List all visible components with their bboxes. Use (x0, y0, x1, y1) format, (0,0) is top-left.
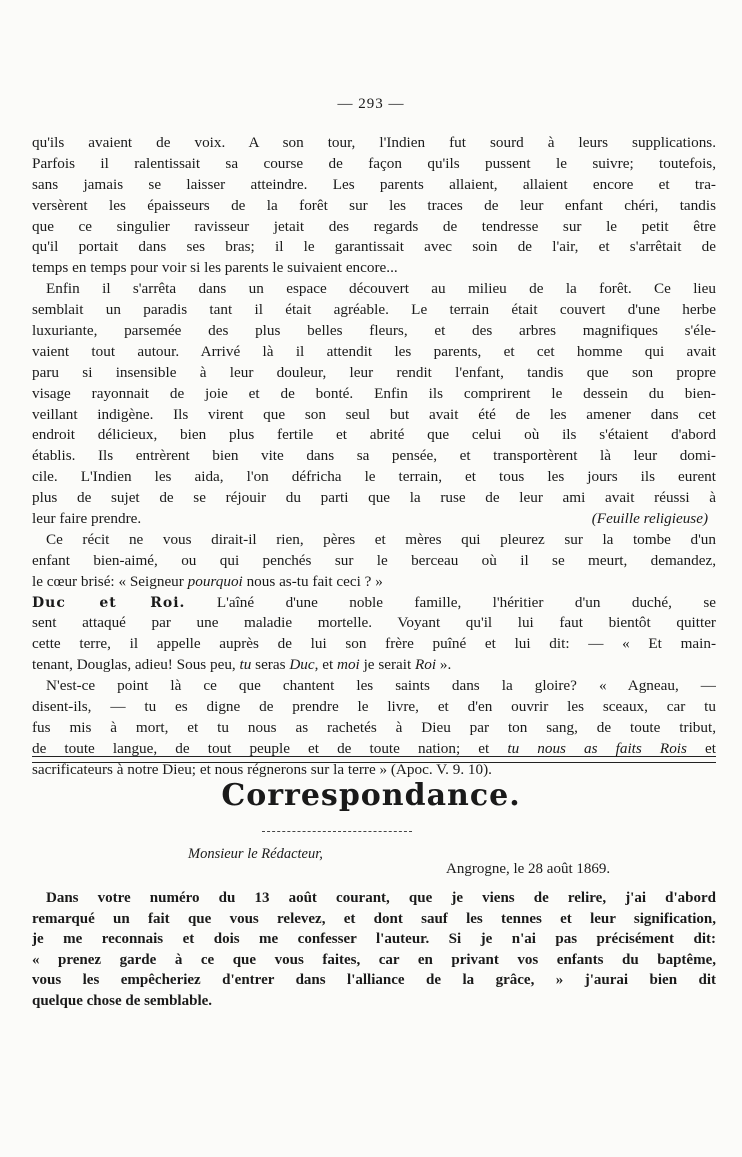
text-line (32, 509, 716, 530)
text-line: Parfois il ralentissait sa course de façon qu'ils pussent le suivre; toutefois, (32, 154, 716, 172)
emphasis: pourquoi (187, 572, 243, 590)
text-fragment: tenant, Douglas, adieu! Sous peu, (32, 656, 240, 674)
text-line: luxuriante, parsemée des plus belles fleurs, et des arbres magnifiques s'éle- (32, 322, 716, 340)
text-line: Enfin il s'arrêta dans un espace découvert au milieu de la forêt. Ce lieu (46, 280, 716, 298)
text-line: établis. Ils entrèrent bien vite dans sa pensée, et transportèrent là leur domi- (32, 447, 716, 465)
text-line: cette terre, il appelle auprès de lui son frère puîné et lui dit: — « Et main- (32, 635, 716, 653)
source-citation: (Feuille religieuse) (591, 510, 708, 528)
text-line: quelque chose de semblable. (32, 992, 213, 1009)
text-line: endroit délicieux, bien plus fertile et abrité que celui où ils s'étaient d'abord (32, 426, 716, 444)
text-line: versèrent les épaisseurs de la forêt sur les traces de leur enfant chéri, tandis (32, 196, 716, 214)
text-line: sent attaqué par une maladie mortelle. Voyant qu'il lui faut bientôt quitter (32, 614, 716, 632)
text-line (32, 572, 716, 593)
text-line: que ce singulier ravisseur jetait des regards de tendresse sur le petit être (32, 217, 716, 235)
text-line: qu'ils avaient de voix. A son tour, l'Indien fut sourd à leurs supplications. (32, 134, 716, 151)
emphasis: moi (337, 656, 360, 674)
section-heading: Correspondance. (221, 778, 521, 813)
letter-body (32, 888, 716, 1012)
text-line: veillant indigène. Ils virent que son seul but avait été de les amener dans cet (32, 405, 716, 423)
text-fragment: et (686, 739, 716, 757)
section-title-duc-et-roi: Duc et Roi. (32, 594, 186, 611)
text-line: vaient tout autour. Arrivé là il attendit les parents, et cet homme qui avait (32, 342, 716, 360)
divider (262, 831, 412, 832)
text-line: enfant bien-aimé, ou qui penchés sur le berceau où il se meurt, demandez, (32, 551, 716, 569)
text-fragment: ». (436, 656, 452, 674)
text-line (32, 593, 716, 614)
text-fragment: seras (251, 656, 290, 674)
emphasis: tu nous as faits Rois (507, 739, 687, 757)
emphasis: Roi (415, 656, 437, 674)
text-line: remarqué un fait que vous relevez, et dont sauf les tennes et leur signification, (32, 910, 716, 927)
text-line: qu'il portait dans ses bras; il le garantissait avec soin de l'air, et s'arrêtait de (32, 238, 716, 256)
dateline: Angrogne, le 28 août 1869. (446, 861, 611, 877)
text-line: fus mis à mort, et tu nous as rachetés à Dieu par ton sang, de toute tribut, (32, 718, 716, 736)
text-line: Ce récit ne vous dirait-il rien, pères et mères qui pleurez sur la tombe d'un (46, 530, 716, 548)
text-fragment: de toute langue, de tout peuple et de toute nation; et (32, 739, 508, 757)
emphasis: Duc (289, 656, 315, 674)
text-fragment: L'aîné d'une noble famille, l'héritier d'un duché, se (185, 593, 716, 611)
text-line: « prenez garde à ce que vous faites, car en privant vos enfants du baptême, (32, 951, 716, 968)
article-body (32, 133, 716, 781)
text-fragment: le cœur brisé: « Seigneur (32, 572, 188, 590)
divider (32, 756, 716, 757)
text-line: disent-ils, — tu es digne de prendre le livre, et d'en ouvrir les sceaux, car tu (32, 698, 716, 716)
text-fragment: nous as-tu fait ceci ? » (242, 572, 383, 590)
text-line: paru si insensible à leur douleur, leur rendit l'enfant, tandis que son propre (32, 363, 716, 381)
text-line: temps en temps pour voir si les parents le suivaient encore... (32, 259, 398, 277)
text-line: sacrificateurs à notre Dieu; et nous régnerons sur la terre » (Apoc. V. 9. 10). (32, 760, 492, 778)
text-fragment: je serait (359, 656, 416, 674)
text-line: Dans votre numéro du 13 août courant, que je viens de relire, j'ai d'abord (46, 890, 716, 906)
text-fragment: leur faire prendre. (32, 510, 142, 528)
salutation: Monsieur le Rédacteur, (188, 846, 323, 862)
text-line: visage rayonnait de joie et de bonté. Enfin ils comprirent le dessein du bien- (32, 384, 716, 402)
text-line (32, 655, 716, 676)
text-line: je me reconnais et dois me confesser l'auteur. Si je n'ai pas précisément dit: (32, 931, 716, 948)
text-line: sans jamais se laisser atteindre. Les parents allaient, allaient encore et tra- (32, 175, 716, 193)
text-line: N'est-ce point là ce que chantent les saints dans la gloire? « Agneau, — (46, 677, 716, 695)
text-line: semblait un paradis tant il était agréable. Le terrain était couvert d'une herbe (32, 301, 716, 319)
text-line: plus de sujet de se réjouir du parti que la ruse de leur ami avait réussi à (32, 489, 716, 507)
page-number: — 293 — (337, 96, 405, 112)
divider (32, 762, 716, 763)
text-line: cile. L'Indien les aida, l'on défricha le terrain, et tous les jours ils eurent (32, 468, 716, 486)
text-line: vous les empêcheriez d'entrer dans l'alliance de la grâce, » j'aurai bien dit (32, 972, 716, 989)
text-fragment: , et (314, 656, 337, 674)
emphasis: tu (239, 656, 252, 674)
